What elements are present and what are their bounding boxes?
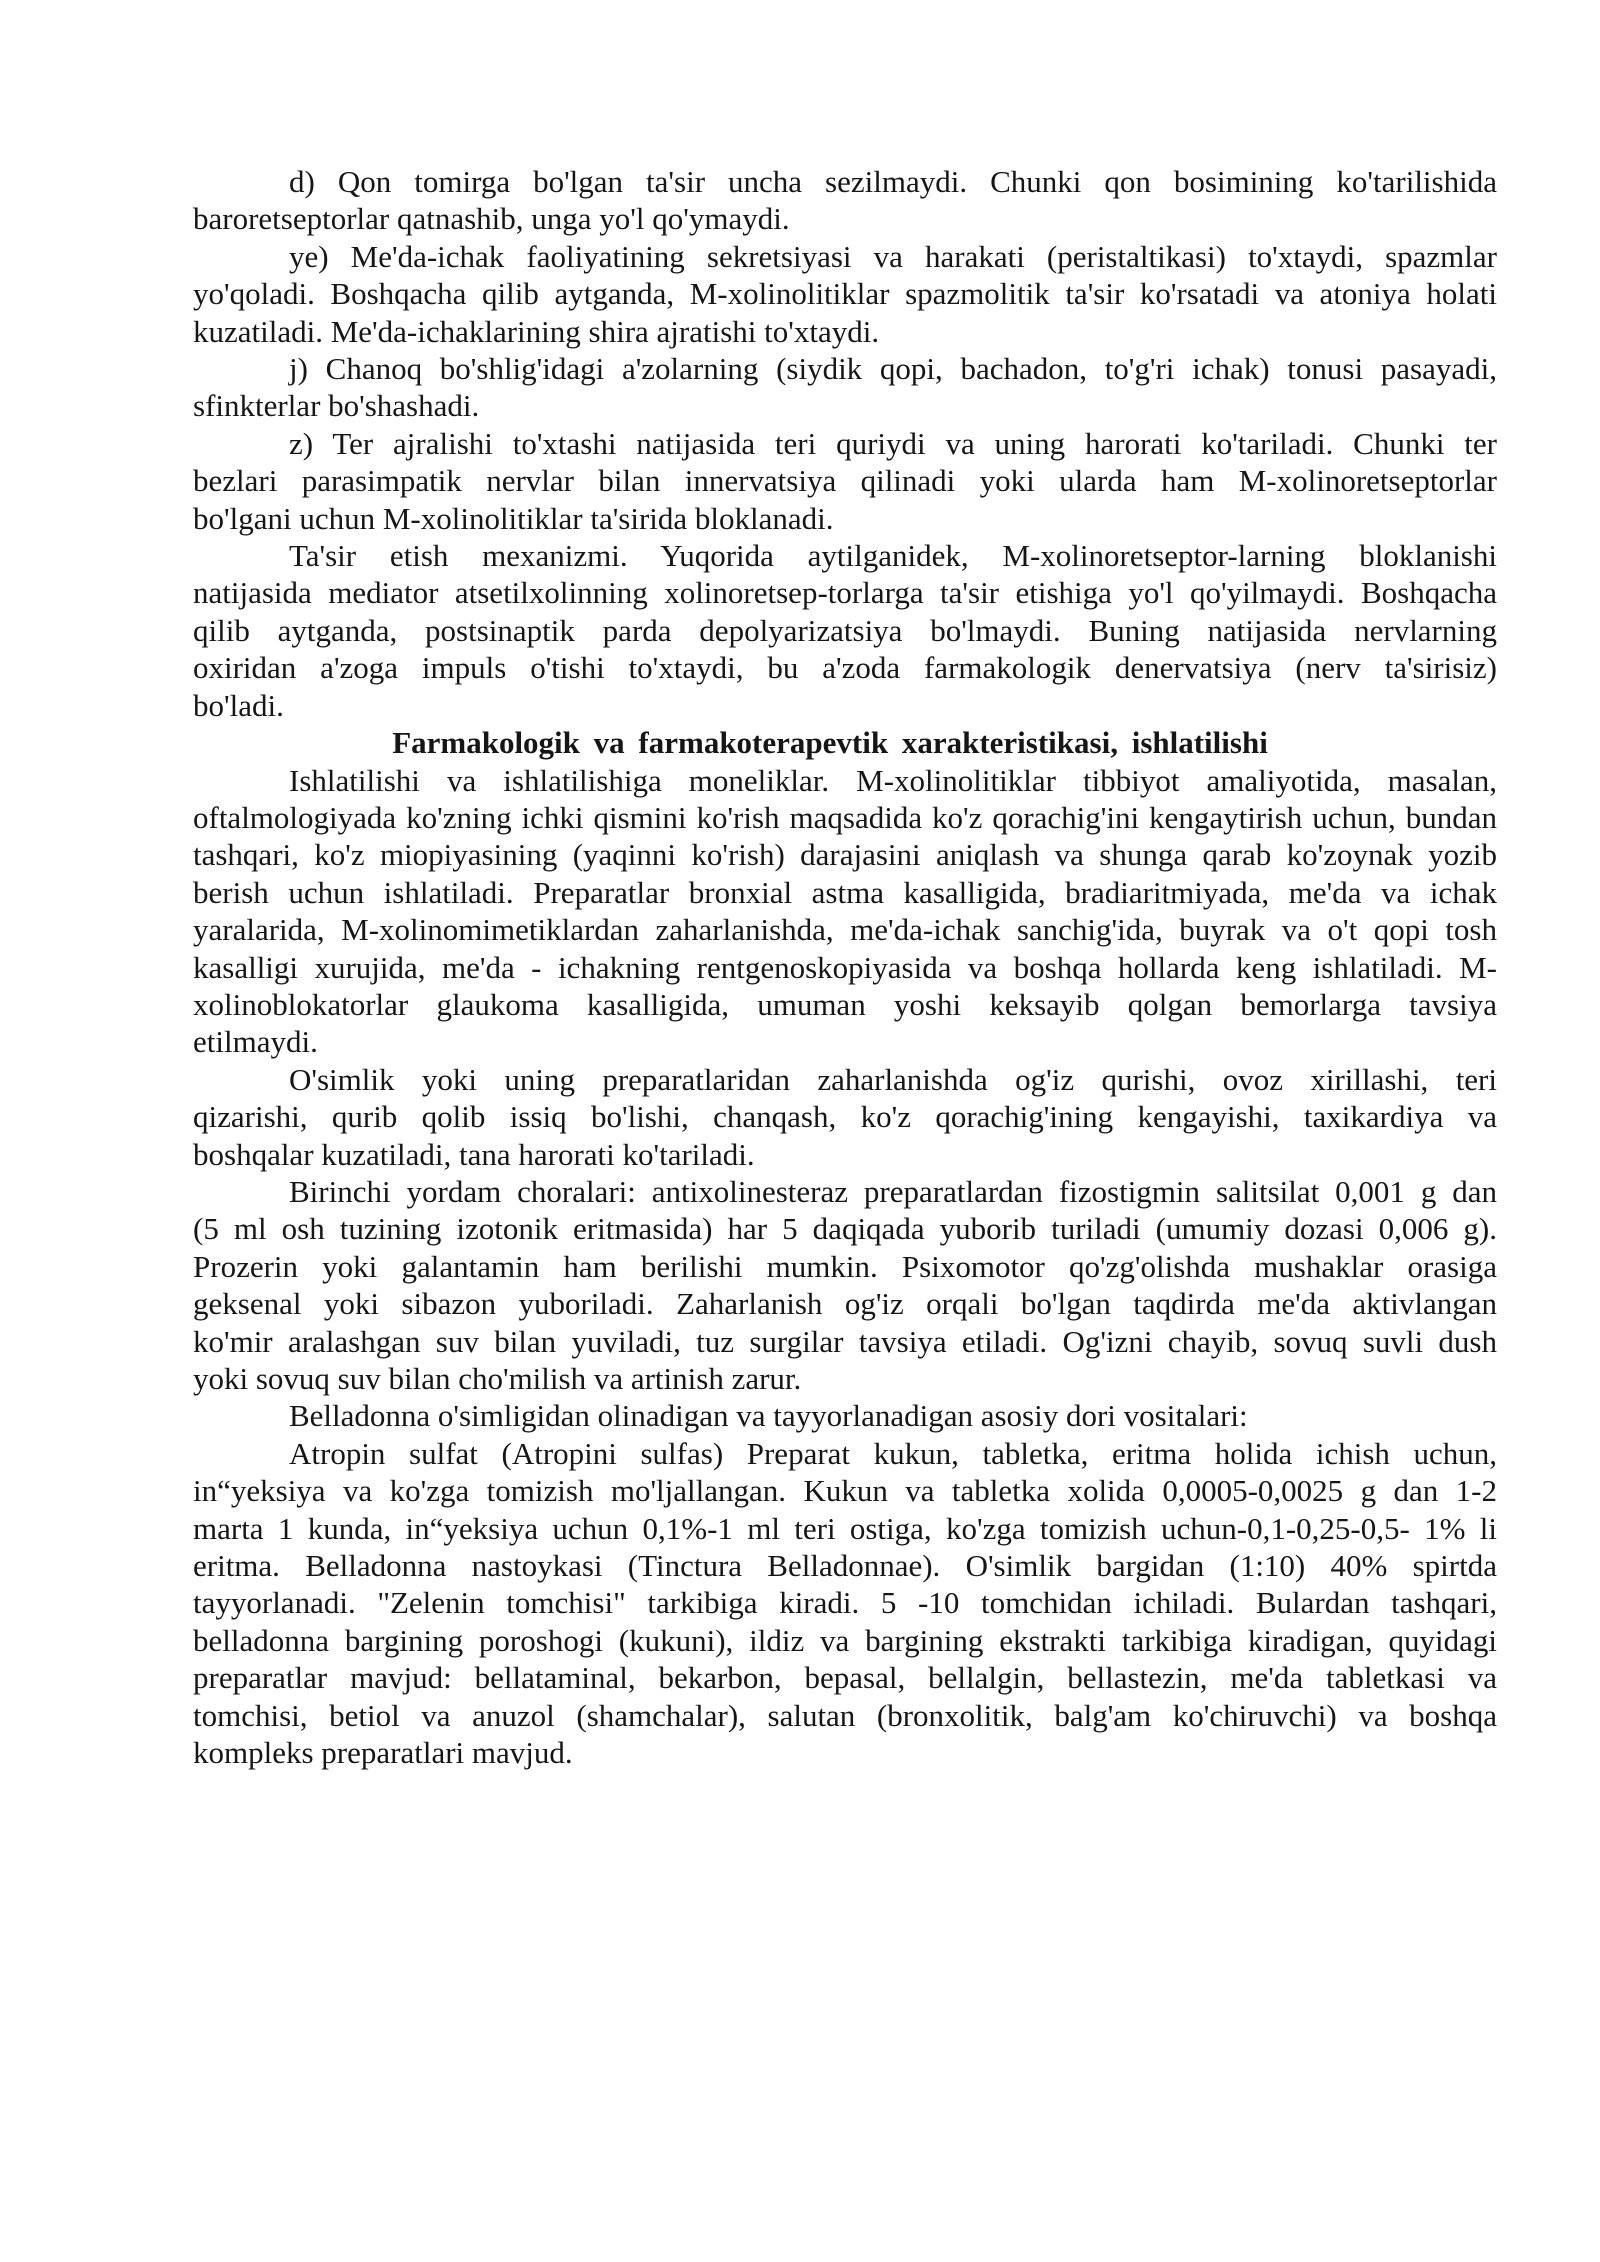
text-line: preparatlar mavjud: bellataminal, bekarbon, bepasal, bellalgin, bellastezin, me'da tabletkasi va xyxy=(193,1660,1497,1696)
text-line: yoki sovuq suv bilan cho'milish va artinish zarur. xyxy=(193,1361,802,1396)
paragraph xyxy=(193,537,1497,724)
paragraph xyxy=(193,1061,1497,1173)
text-line: bo'lgani uchun M-xolinolitiklar ta'sirida bloklanadi. xyxy=(193,500,834,536)
text-line: Ishlatilishi va ishlatilishiga moneliklar. M-xolinolitiklar tibbiyot amaliyotida, masalan, xyxy=(289,762,1497,798)
paragraph xyxy=(193,762,1497,1061)
text-line: O'simlik yoki uning preparatlaridan zaharlanishda og'iz qurishi, ovoz xirillashi, teri xyxy=(289,1061,1497,1097)
section-heading: Farmakologik va farmakoterapevtik xarakteristikasi, ishlatilishi xyxy=(392,725,1268,761)
text-line: tayyorlanadi. "Zelenin tomchisi" tarkibiga kiradi. 5 -10 tomchidan ichiladi. Bulardan tashqari, xyxy=(193,1585,1497,1621)
text-line: yo'qoladi. Boshqacha qilib aytganda, M-xolinolitiklar spazmolitik ta'sir ko'rsatadi va atoniya holati xyxy=(193,276,1497,312)
paragraph xyxy=(193,238,1497,350)
text-line: eritma. Belladonna nastoykasi (Tinctura Belladonnae). O'simlik bargidan (1:10) 40% spirtda xyxy=(193,1548,1497,1584)
text-line: tashqari, ko'z miopiyasining (yaqinni ko'rish) darajasini aniqlash va shunga qarab ko'zoynak yozib xyxy=(193,837,1497,873)
text-line: Belladonna o'simligidan olinadigan va tayyorlanadigan asosiy dori vositalari: xyxy=(289,1398,1248,1434)
paragraph xyxy=(193,425,1497,537)
text-line: qilib aytganda, postsinaptik parda depolyarizatsiya bo'lmaydi. Buning natijasida nervlarning xyxy=(193,612,1497,648)
text-line: belladonna bargining poroshogi (kukuni), ildiz va bargining ekstrakti tarkibiga kiradigan, quyidagi xyxy=(193,1622,1497,1658)
text-line: kompleks preparatlari mavjud. xyxy=(193,1735,573,1771)
text-line: baroretseptorlar qatnashib, unga yo'l qo'ymaydi. xyxy=(193,201,790,237)
text-line: bo'ladi. xyxy=(193,687,284,723)
text-line: xolinoblokatorlar glaukoma kasalligida, umuman yoshi keksayib qolgan bemorlarga tavsiya xyxy=(193,986,1497,1022)
paragraph xyxy=(193,350,1497,425)
text-line: kasalligi xurujida, me'da - ichakning rentgenoskopiyasida va boshqa hollarda keng ishlatiladi. M- xyxy=(193,949,1497,985)
text-line: d) Qon tomirga bo'lgan ta'sir uncha sezilmaydi. Chunki qon bosimining ko'tarilishida xyxy=(289,164,1497,199)
text-line: berish uchun ishlatiladi. Preparatlar bronxial astma kasalligida, bradiaritmiyada, me'da va ichak xyxy=(193,874,1497,910)
text-line: sfinkterlar bo'shashadi. xyxy=(193,388,480,424)
text-line: etilmaydi. xyxy=(193,1024,318,1060)
text-line: geksenal yoki sibazon yuboriladi. Zaharlanish og'iz orqali bo'lgan taqdirda me'da aktivlangan xyxy=(193,1286,1497,1322)
text-line: yaralarida, M-xolinomimetiklardan zaharlanishda, me'da-ichak sanchig'ida, buyrak va o't qopi tosh xyxy=(193,912,1497,948)
text-line: ye) Me'da-ichak faoliyatining sekretsiyasi va harakati (peristaltikasi) to'xtaydi, spazmlar xyxy=(289,238,1497,274)
text-line: oftalmologiyada ko'zning ichki qismini ko'rish maqsadida ko'z qorachig'ini kengaytirish uchun, bundan xyxy=(193,799,1497,835)
paragraph xyxy=(193,1397,1497,1434)
text-line: natijasida mediator atsetilxolinning xolinoretsep-torlarga ta'sir etishiga yo'l qo'yilmaydi. Boshqacha xyxy=(193,575,1497,611)
text-line: in“yeksiya va ko'zga tomizish mo'ljallangan. Kukun va tabletka xolida 0,0005-0,0025 g dan 1-2 xyxy=(193,1473,1497,1509)
text-line: qizarishi, qurib qolib issiq bo'lishi, chanqash, ko'z qorachig'ining kengayishi, taxikardiya va xyxy=(193,1099,1497,1135)
document-body xyxy=(193,163,1497,1771)
text-line: tomchisi, betiol va anuzol (shamchalar), salutan (bronxolitik, balg'am ko'chiruvchi) va boshqa xyxy=(193,1697,1497,1733)
paragraph xyxy=(193,1435,1497,1772)
text-line: j) Chanoq bo'shlig'idagi a'zolarning (siydik qopi, bachadon, to'g'ri ichak) tonusi pasayadi, xyxy=(289,351,1497,387)
text-line: (5 ml osh tuzining izotonik eritmasida) har 5 daqiqada yuborib turiladi (umumiy dozasi 0,006 g). xyxy=(193,1211,1497,1247)
text-line: Prozerin yoki galantamin ham berilishi mumkin. Psixomotor qo'zg'olishda mushaklar orasiga xyxy=(193,1248,1497,1284)
text-line: Atropin sulfat (Atropini sulfas) Preparat kukun, tabletka, eritma holida ichish uchun, xyxy=(289,1435,1497,1471)
text-line: kuzatiladi. Me'da-ichaklarining shira ajratishi to'xtaydi. xyxy=(193,313,880,349)
text-line: boshqalar kuzatiladi, tana harorati ko'tariladi. xyxy=(193,1136,755,1172)
text-line: Birinchi yordam choralari: antixolinesteraz preparatlardan fizostigmin salitsilat 0,001 g dan xyxy=(289,1173,1497,1209)
paragraph xyxy=(193,163,1497,238)
text-line: ko'mir aralashgan suv bilan yuviladi, tuz surgilar tavsiya etiladi. Og'izni chayib, sovuq suvli dush xyxy=(193,1323,1497,1359)
text-line: marta 1 kunda, in“yeksiya uchun 0,1%-1 ml teri ostiga, ko'zga tomizish uchun-0,1-0,25-0,5- 1% li xyxy=(193,1510,1497,1546)
text-line: z) Ter ajralishi to'xtashi natijasida teri quriydi va uning harorati ko'tariladi. Chunki ter xyxy=(289,425,1497,461)
paragraph xyxy=(193,1173,1497,1397)
text-line: oxiridan a'zoga impuls o'tishi to'xtaydi, bu a'zoda farmakologik denervatsiya (nerv ta'sirisiz) xyxy=(193,650,1497,686)
text-line: Ta'sir etish mexanizmi. Yuqorida aytilganidek, M-xolinoretseptor-larning bloklanishi xyxy=(289,538,1497,574)
text-line: bezlari parasimpatik nervlar bilan innervatsiya qilinadi yoki ularda ham M-xolinoretseptorlar xyxy=(193,463,1497,499)
